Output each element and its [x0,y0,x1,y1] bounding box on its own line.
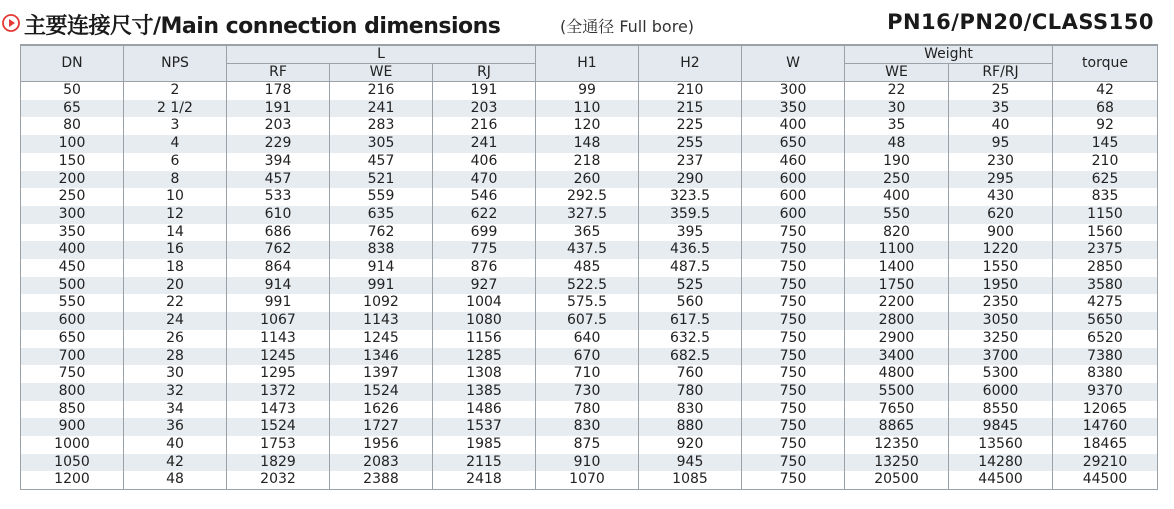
cell-weight-rfrj: 14280 [949,454,1053,472]
cell-weight-rfrj: 44500 [949,471,1053,489]
cell-h1: 365 [536,224,639,242]
cell-w: 750 [742,241,845,259]
cell-h1: 218 [536,153,639,171]
cell-torque: 835 [1053,188,1158,206]
cell-weight-we: 35 [845,117,949,135]
cell-torque: 145 [1053,135,1158,153]
cell-h2: 525 [639,277,742,295]
header-row-top [21,45,1158,64]
cell-weight-we: 2200 [845,294,949,312]
cell-weight-we: 12350 [845,436,949,454]
cell-l-rj: 1004 [433,294,536,312]
cell-h1: 110 [536,100,639,118]
cell-l-rj: 927 [433,277,536,295]
cell-l-rf: 1524 [227,418,330,436]
cell-l-rj: 203 [433,100,536,118]
table-row [21,383,1158,401]
table-row [21,153,1158,171]
cell-h2: 632.5 [639,330,742,348]
cell-torque: 210 [1053,153,1158,171]
cell-weight-rfrj: 40 [949,117,1053,135]
cell-l-we: 1956 [330,436,433,454]
col-header-h1: H1 [536,45,639,82]
cell-l-we: 762 [330,224,433,242]
cell-l-we: 521 [330,171,433,189]
cell-weight-we: 20500 [845,471,949,489]
cell-w: 750 [742,277,845,295]
cell-w: 750 [742,312,845,330]
cell-l-we: 1346 [330,348,433,366]
cell-h2: 945 [639,454,742,472]
cell-l-rj: 1985 [433,436,536,454]
cell-torque: 6520 [1053,330,1158,348]
table-row [21,171,1158,189]
table-body [21,82,1158,490]
cell-weight-we: 1750 [845,277,949,295]
table-row [21,312,1158,330]
cell-l-rj: 1080 [433,312,536,330]
cell-h2: 436.5 [639,241,742,259]
cell-nps: 2 [124,82,227,100]
col-header-h2: H2 [639,45,742,82]
cell-nps: 10 [124,188,227,206]
cell-l-rj: 406 [433,153,536,171]
cell-weight-rfrj: 1950 [949,277,1053,295]
cell-weight-we: 48 [845,135,949,153]
cell-l-rj: 699 [433,224,536,242]
cell-nps: 24 [124,312,227,330]
cell-l-we: 635 [330,206,433,224]
cell-l-rf: 762 [227,241,330,259]
cell-nps: 8 [124,171,227,189]
table-row [21,401,1158,419]
col-header-w: W [742,45,845,82]
cell-weight-we: 2900 [845,330,949,348]
cell-weight-rfrj: 13560 [949,436,1053,454]
table-row [21,188,1158,206]
group-header-length: L [227,45,536,64]
cell-weight-we: 820 [845,224,949,242]
table-row [21,241,1158,259]
cell-w: 600 [742,206,845,224]
cell-weight-rfrj: 1550 [949,259,1053,277]
cell-dn: 1000 [21,436,124,454]
cell-l-rf: 203 [227,117,330,135]
cell-weight-rfrj: 9845 [949,418,1053,436]
cell-weight-rfrj: 430 [949,188,1053,206]
cell-l-we: 305 [330,135,433,153]
cell-l-rj: 216 [433,117,536,135]
pressure-standard: PN16/PN20/CLASS150 [887,10,1154,34]
cell-torque: 29210 [1053,454,1158,472]
cell-w: 600 [742,171,845,189]
cell-torque: 18465 [1053,436,1158,454]
page-title: 主要连接尺寸/Main connection dimensions [24,14,501,39]
cell-l-rf: 1245 [227,348,330,366]
cell-l-we: 991 [330,277,433,295]
table-row [21,117,1158,135]
cell-l-rf: 1753 [227,436,330,454]
cell-w: 750 [742,401,845,419]
cell-h2: 780 [639,383,742,401]
cell-l-rj: 1486 [433,401,536,419]
cell-l-rf: 191 [227,100,330,118]
cell-weight-we: 5500 [845,383,949,401]
cell-dn: 550 [21,294,124,312]
cell-dn: 750 [21,365,124,383]
cell-h1: 780 [536,401,639,419]
cell-h1: 1070 [536,471,639,489]
cell-h1: 485 [536,259,639,277]
cell-w: 750 [742,365,845,383]
cell-h2: 760 [639,365,742,383]
cell-weight-we: 8865 [845,418,949,436]
cell-weight-we: 30 [845,100,949,118]
cell-l-we: 1524 [330,383,433,401]
cell-h1: 830 [536,418,639,436]
cell-l-rj: 775 [433,241,536,259]
cell-l-rj: 622 [433,206,536,224]
cell-l-rf: 686 [227,224,330,242]
cell-dn: 300 [21,206,124,224]
col-header-we: WE [330,64,433,82]
dimensions-table-container [20,44,1157,490]
table-row [21,471,1158,489]
cell-torque: 14760 [1053,418,1158,436]
cell-l-rj: 1308 [433,365,536,383]
cell-h1: 120 [536,117,639,135]
cell-w: 400 [742,117,845,135]
cell-h2: 237 [639,153,742,171]
cell-weight-rfrj: 3700 [949,348,1053,366]
cell-torque: 68 [1053,100,1158,118]
cell-h1: 575.5 [536,294,639,312]
cell-weight-rfrj: 8550 [949,401,1053,419]
table-row [21,277,1158,295]
table-row [21,82,1158,100]
cell-dn: 650 [21,330,124,348]
cell-l-we: 1143 [330,312,433,330]
cell-l-rj: 191 [433,82,536,100]
cell-l-rj: 1537 [433,418,536,436]
cell-l-rj: 1156 [433,330,536,348]
cell-torque: 12065 [1053,401,1158,419]
cell-nps: 22 [124,294,227,312]
cell-dn: 500 [21,277,124,295]
cell-dn: 1200 [21,471,124,489]
cell-nps: 4 [124,135,227,153]
cell-l-rf: 1143 [227,330,330,348]
cell-torque: 4275 [1053,294,1158,312]
cell-nps: 20 [124,277,227,295]
cell-l-we: 216 [330,82,433,100]
cell-h1: 607.5 [536,312,639,330]
cell-l-rf: 1295 [227,365,330,383]
cell-weight-we: 1100 [845,241,949,259]
page-subtitle: (全通径 Full bore) [560,17,695,36]
cell-dn: 50 [21,82,124,100]
cell-h2: 395 [639,224,742,242]
cell-l-rj: 1385 [433,383,536,401]
cell-dn: 350 [21,224,124,242]
cell-weight-we: 4800 [845,365,949,383]
cell-torque: 1150 [1053,206,1158,224]
cell-w: 350 [742,100,845,118]
cell-l-we: 1626 [330,401,433,419]
cell-weight-we: 13250 [845,454,949,472]
cell-h1: 148 [536,135,639,153]
cell-weight-we: 190 [845,153,949,171]
table-row [21,135,1158,153]
cell-h1: 640 [536,330,639,348]
cell-weight-we: 3400 [845,348,949,366]
cell-nps: 42 [124,454,227,472]
cell-l-we: 1092 [330,294,433,312]
cell-weight-rfrj: 1220 [949,241,1053,259]
cell-w: 750 [742,348,845,366]
cell-nps: 30 [124,365,227,383]
cell-l-we: 914 [330,259,433,277]
cell-l-we: 1727 [330,418,433,436]
cell-weight-we: 1400 [845,259,949,277]
cell-dn: 850 [21,401,124,419]
cell-nps: 26 [124,330,227,348]
table-row [21,100,1158,118]
cell-dn: 700 [21,348,124,366]
cell-l-rf: 533 [227,188,330,206]
cell-torque: 7380 [1053,348,1158,366]
cell-l-rf: 1473 [227,401,330,419]
cell-dn: 1050 [21,454,124,472]
cell-l-rf: 178 [227,82,330,100]
cell-l-rj: 2418 [433,471,536,489]
cell-w: 750 [742,224,845,242]
page-header [0,0,1174,44]
cell-l-we: 1397 [330,365,433,383]
cell-l-rf: 864 [227,259,330,277]
col-header-rf: RF [227,64,330,82]
cell-nps: 28 [124,348,227,366]
cell-dn: 150 [21,153,124,171]
cell-torque: 3580 [1053,277,1158,295]
cell-h2: 1085 [639,471,742,489]
table-row [21,330,1158,348]
cell-nps: 6 [124,153,227,171]
cell-weight-we: 400 [845,188,949,206]
cell-h1: 522.5 [536,277,639,295]
cell-w: 750 [742,294,845,312]
table-row [21,454,1158,472]
cell-weight-we: 7650 [845,401,949,419]
cell-weight-rfrj: 900 [949,224,1053,242]
cell-h2: 487.5 [639,259,742,277]
cell-dn: 800 [21,383,124,401]
cell-torque: 44500 [1053,471,1158,489]
cell-nps: 32 [124,383,227,401]
cell-w: 750 [742,259,845,277]
play-icon [2,14,20,32]
cell-h1: 260 [536,171,639,189]
cell-w: 600 [742,188,845,206]
cell-h2: 323.5 [639,188,742,206]
cell-nps: 2 1/2 [124,100,227,118]
cell-weight-rfrj: 620 [949,206,1053,224]
cell-l-we: 283 [330,117,433,135]
cell-l-rj: 241 [433,135,536,153]
cell-h1: 670 [536,348,639,366]
col-header-nps: NPS [124,45,227,82]
cell-l-we: 2388 [330,471,433,489]
cell-w: 750 [742,436,845,454]
cell-dn: 80 [21,117,124,135]
cell-nps: 36 [124,418,227,436]
cell-h2: 830 [639,401,742,419]
cell-h1: 875 [536,436,639,454]
cell-l-we: 559 [330,188,433,206]
table-row [21,259,1158,277]
cell-torque: 42 [1053,82,1158,100]
cell-weight-rfrj: 5300 [949,365,1053,383]
cell-l-rj: 2115 [433,454,536,472]
cell-w: 460 [742,153,845,171]
table-row [21,294,1158,312]
cell-w: 750 [742,330,845,348]
col-header-weight-we: WE [845,64,949,82]
cell-h1: 327.5 [536,206,639,224]
cell-weight-rfrj: 25 [949,82,1053,100]
col-header-weight-rfrj: RF/RJ [949,64,1053,82]
cell-weight-rfrj: 6000 [949,383,1053,401]
cell-l-rf: 991 [227,294,330,312]
cell-weight-rfrj: 35 [949,100,1053,118]
cell-l-rf: 457 [227,171,330,189]
col-header-rj: RJ [433,64,536,82]
cell-dn: 100 [21,135,124,153]
cell-w: 650 [742,135,845,153]
cell-h1: 292.5 [536,188,639,206]
cell-l-rf: 394 [227,153,330,171]
cell-l-rj: 470 [433,171,536,189]
cell-nps: 40 [124,436,227,454]
cell-l-we: 457 [330,153,433,171]
cell-nps: 48 [124,471,227,489]
table-row [21,206,1158,224]
cell-w: 750 [742,418,845,436]
cell-weight-rfrj: 95 [949,135,1053,153]
cell-dn: 250 [21,188,124,206]
cell-l-rf: 914 [227,277,330,295]
dimensions-table [20,44,1158,490]
cell-l-rf: 1067 [227,312,330,330]
cell-weight-rfrj: 3250 [949,330,1053,348]
cell-weight-rfrj: 3050 [949,312,1053,330]
cell-h2: 290 [639,171,742,189]
cell-torque: 9370 [1053,383,1158,401]
table-row [21,365,1158,383]
cell-dn: 200 [21,171,124,189]
cell-l-rf: 610 [227,206,330,224]
cell-dn: 400 [21,241,124,259]
cell-weight-rfrj: 230 [949,153,1053,171]
cell-h2: 225 [639,117,742,135]
cell-l-rf: 1372 [227,383,330,401]
col-header-dn: DN [21,45,124,82]
cell-l-rj: 546 [433,188,536,206]
cell-h2: 880 [639,418,742,436]
cell-nps: 34 [124,401,227,419]
cell-h1: 437.5 [536,241,639,259]
cell-weight-rfrj: 295 [949,171,1053,189]
cell-l-rf: 1829 [227,454,330,472]
cell-dn: 900 [21,418,124,436]
cell-h1: 910 [536,454,639,472]
cell-weight-rfrj: 2350 [949,294,1053,312]
cell-l-rf: 2032 [227,471,330,489]
cell-h2: 920 [639,436,742,454]
cell-h2: 215 [639,100,742,118]
cell-h2: 560 [639,294,742,312]
cell-nps: 16 [124,241,227,259]
cell-h2: 255 [639,135,742,153]
cell-torque: 1560 [1053,224,1158,242]
cell-dn: 450 [21,259,124,277]
cell-l-we: 241 [330,100,433,118]
cell-weight-we: 250 [845,171,949,189]
table-row [21,224,1158,242]
cell-h1: 710 [536,365,639,383]
cell-nps: 12 [124,206,227,224]
cell-torque: 8380 [1053,365,1158,383]
cell-torque: 92 [1053,117,1158,135]
cell-torque: 2850 [1053,259,1158,277]
table-row [21,418,1158,436]
cell-l-we: 838 [330,241,433,259]
cell-torque: 625 [1053,171,1158,189]
cell-dn: 600 [21,312,124,330]
cell-nps: 3 [124,117,227,135]
col-header-torque: torque [1053,45,1158,82]
table-row [21,436,1158,454]
cell-h2: 682.5 [639,348,742,366]
cell-w: 750 [742,454,845,472]
cell-w: 750 [742,471,845,489]
cell-l-we: 2083 [330,454,433,472]
cell-dn: 65 [21,100,124,118]
cell-torque: 5650 [1053,312,1158,330]
cell-weight-we: 2800 [845,312,949,330]
cell-weight-we: 550 [845,206,949,224]
cell-h1: 730 [536,383,639,401]
cell-weight-we: 22 [845,82,949,100]
table-row [21,348,1158,366]
cell-h2: 359.5 [639,206,742,224]
cell-nps: 14 [124,224,227,242]
cell-nps: 18 [124,259,227,277]
cell-h1: 99 [536,82,639,100]
cell-h2: 617.5 [639,312,742,330]
cell-l-rj: 1285 [433,348,536,366]
cell-torque: 2375 [1053,241,1158,259]
group-header-weight: Weight [845,45,1053,64]
cell-l-rf: 229 [227,135,330,153]
cell-h2: 210 [639,82,742,100]
cell-w: 750 [742,383,845,401]
cell-l-rj: 876 [433,259,536,277]
cell-w: 300 [742,82,845,100]
cell-l-we: 1245 [330,330,433,348]
